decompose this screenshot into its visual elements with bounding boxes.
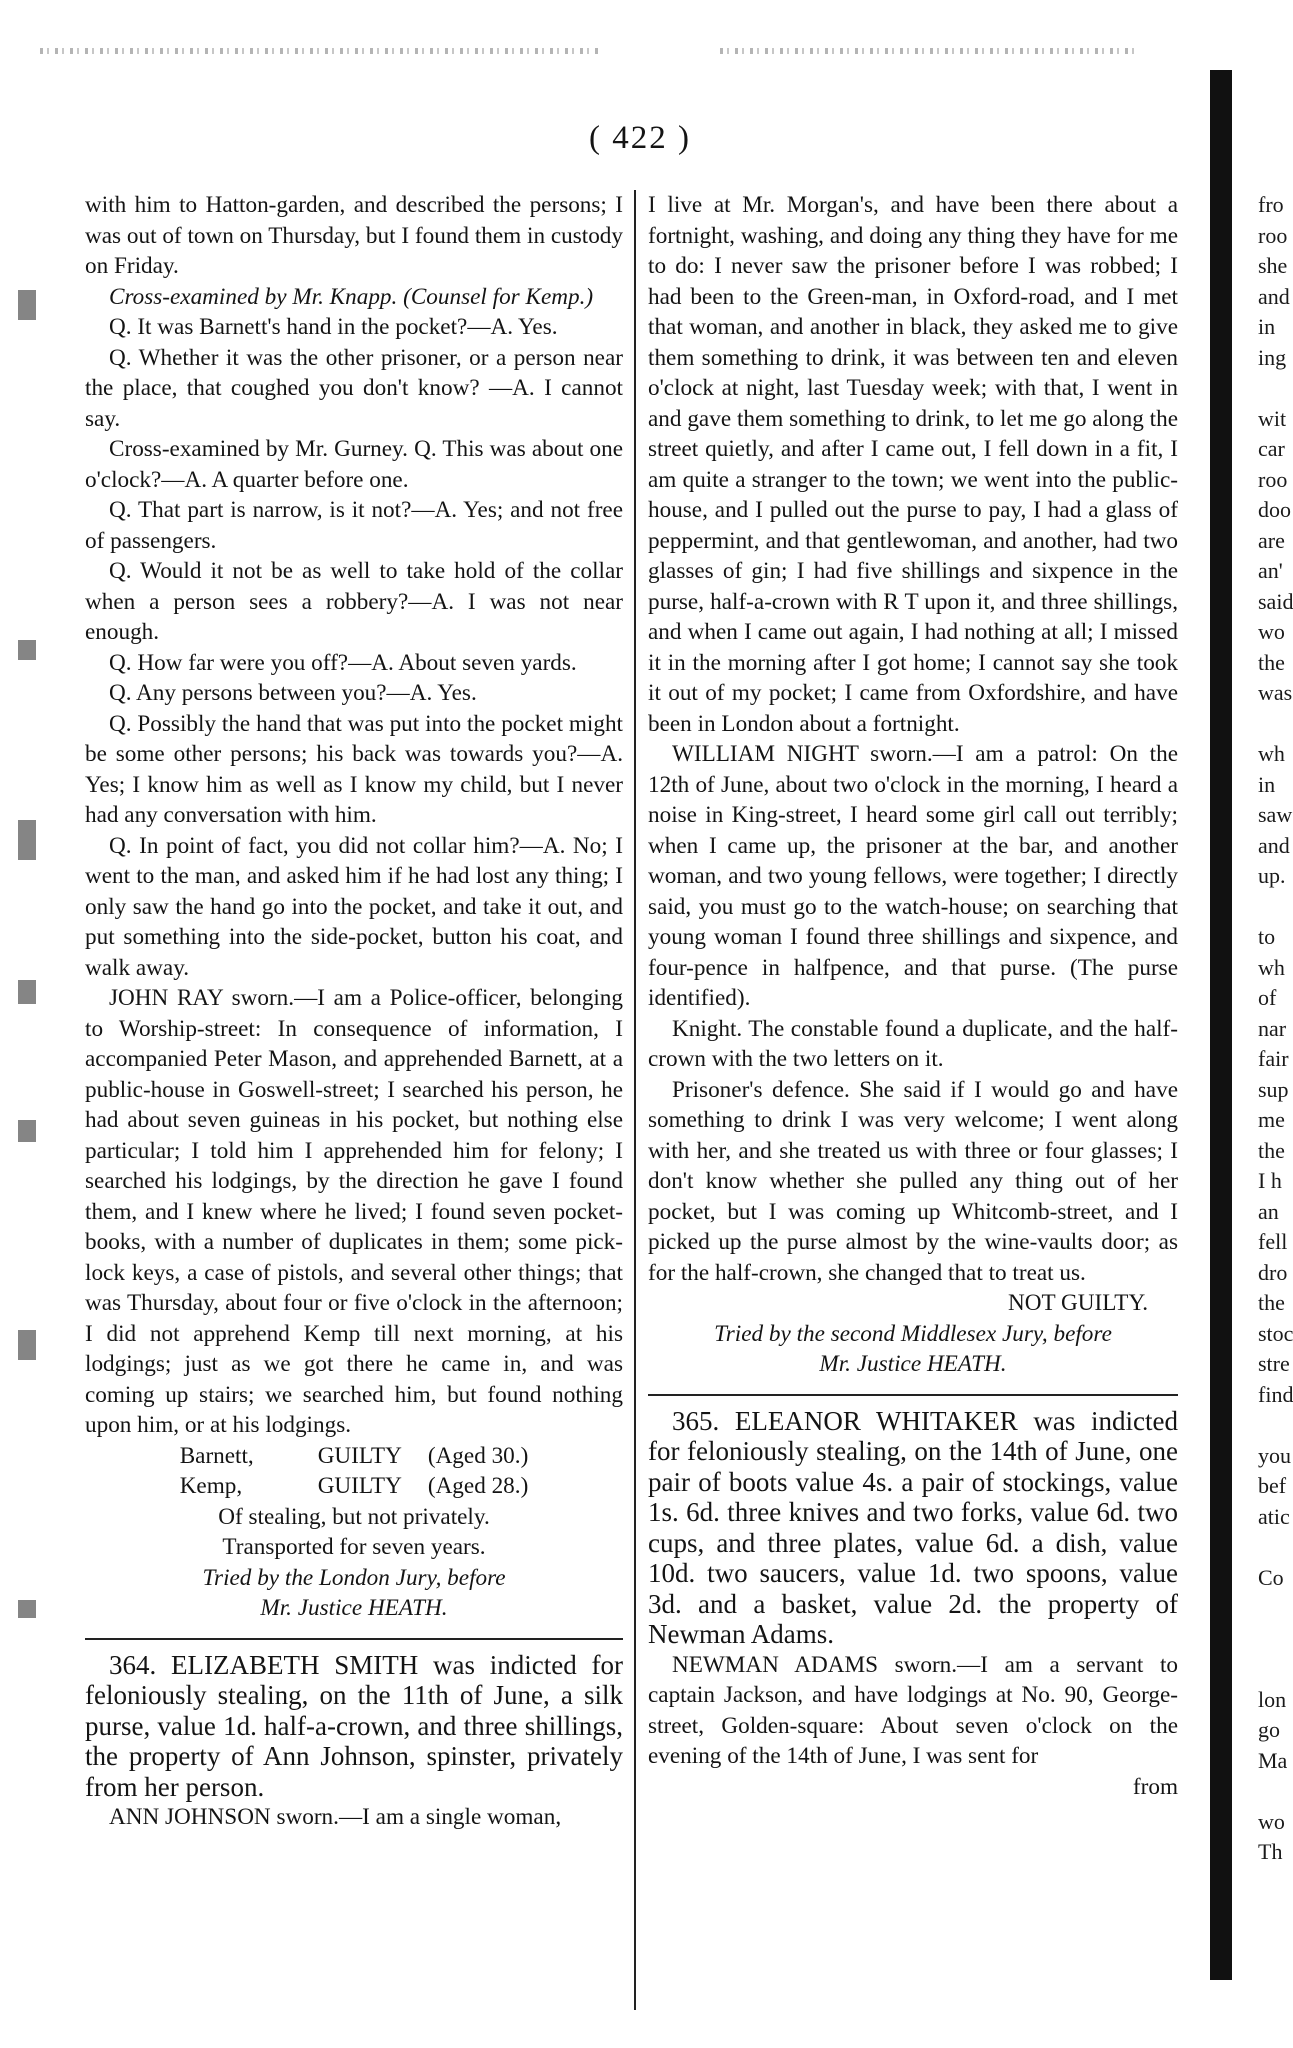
fragment-line: go	[1258, 1717, 1280, 1742]
fragment-line: you	[1258, 1442, 1291, 1468]
fragment-line: fell	[1258, 1229, 1288, 1254]
paragraph: with him to Hatton-garden, and described the persons; I was out of town on Thursday, but I found them in custody on Friday.	[85, 192, 623, 279]
fragment-line: wo	[1258, 619, 1285, 644]
paragraph: Knight. The constable found a duplicate, and the half-crown with the two letters on it.	[648, 1015, 1178, 1072]
fragment-line	[1258, 1776, 1293, 1807]
fragment-line: wh	[1258, 954, 1285, 980]
sentence-line: Of stealing, but not privately.	[218, 1503, 490, 1530]
paragraph: Q. Possibly the hand that was put into the pocket might be some other persons; his back was towards you?—A. Yes; I know him as well as I know my child, but I never had any conversation with him.	[85, 710, 623, 828]
jury-line: Tried by the second Middlesex Jury, before	[714, 1320, 1112, 1347]
section-rule	[85, 1638, 623, 1640]
page-number: ( 422 )	[589, 120, 691, 156]
fragment-line: me	[1258, 1107, 1285, 1132]
fragment-line	[1258, 709, 1293, 740]
scan-noise-top-right	[720, 48, 1140, 54]
paragraph: WILLIAM NIGHT sworn.—I am a patrol: On the 12th of June, about two o'clock in the morning, I heard a noise in King-street, I heard some girl call out terribly; when I came up, the prisoner at the bar, and another woman, and two young fellows, were together; I directly said, you must go to the watch-house; on searching that young woman I found three shillings and sixpence, and four-pence in halfpence, and that purse. (The purse identified).	[648, 741, 1178, 1011]
paragraph: Q. In point of fact, you did not collar him?—A. No; I went to the man, and asked him if he had lost any thing; I only saw the hand go into the pocket, and take it out, and put something into the side-pocket, button his coat, and walk away.	[85, 832, 623, 981]
fragment-line: said	[1258, 588, 1293, 614]
judge-line: Mr. Justice HEATH.	[260, 1595, 448, 1621]
paragraph: Cross-examined by Mr. Gurney. Q. This was about one o'clock?—A. A quarter before one.	[85, 436, 623, 493]
witness-paragraph: NEWMAN ADAMS sworn.—I am a servant to captain Jackson, and have lodgings at No. 90, George-street, Golden-square: About seven o'clock on the evening of the 14th of June, I was sent for	[648, 1651, 1178, 1769]
section-rule	[648, 1394, 1178, 1396]
fragment-line: was	[1258, 680, 1293, 705]
fragment-line: lon	[1258, 1686, 1287, 1712]
case-364-heading: 364. ELIZABETH SMITH was indicted for feloniously stealing, on the 11th of June, a silk purse, value 1d. half-a-crown, and three shillings, the property of Ann Johnson, spinster, privately from her person.	[85, 1649, 623, 1802]
defendant-name: Kemp,	[179, 1473, 243, 1499]
fragment-line: wo	[1258, 1808, 1285, 1834]
fragment-line	[1258, 1654, 1293, 1685]
fragment-line: atic	[1258, 1503, 1290, 1529]
fragment-line: the	[1258, 649, 1285, 675]
fragment-line: fair	[1258, 1046, 1289, 1071]
fragment-line: to	[1258, 924, 1276, 949]
judge-line: Mr. Justice HEATH.	[819, 1351, 1007, 1377]
fragment-line	[1258, 373, 1293, 404]
fragment-line: in	[1258, 314, 1276, 339]
fragment-line: sup	[1258, 1076, 1289, 1102]
fragment-line: are	[1258, 527, 1285, 553]
scan-noise-top	[40, 48, 600, 54]
middle-column	[648, 190, 1178, 1802]
paragraph: JOHN RAY sworn.—I am a Police-officer, belonging to Worship-street: In consequence of information, I accompanied Peter Mason, and apprehended Barnett, at a public-house in Goswell-street; I searched his person, he had about seven guineas in his pocket, but nothing else particular; I told him I apprehended him for felony; I searched his lodgings, by the direction he gave I found them, and I knew where he lived; I found seven pocket-books, with a number of duplicates in them; some pick-lock keys, a case of pistols, and several other things; that was Thursday, about four or five o'clock in the afternoon; I did not apprehend Kemp till next morning, at his lodgings; just as we got there he came in, and was coming up stairs; we searched him, but found nothing upon him, or at his lodgings.	[85, 985, 623, 1438]
fragment-line: I h	[1258, 1168, 1282, 1193]
verdict-line	[85, 1441, 623, 1472]
fragment-line: and	[1258, 832, 1290, 858]
fragment-line: stoc	[1258, 1320, 1293, 1346]
paragraph: Q. Would it not be as well to take hold of the collar when a person sees a robbery?—A. I was not near enough.	[85, 558, 623, 645]
fragment-line: saw	[1258, 802, 1293, 827]
jury-line: Tried by the London Jury, before	[202, 1564, 506, 1591]
fragment-line: roo	[1258, 466, 1288, 492]
verdict-line	[85, 1471, 623, 1502]
fragment-line: doo	[1258, 497, 1291, 522]
case-365-heading: 365. ELEANOR WHITAKER was indicted for feloniously stealing, on the 14th of June, one pair of boots value 4s. a pair of stockings, value 1s. 6d. three knives and two forks, value 6d. two cups, and three plates, value 6d. a dish, value 10d. two saucers, value 1d. two spoons, value 3d. and a basket, value 2d. the property of Newman Adams.	[648, 1405, 1178, 1649]
cross-examination-heading: Cross-examined by Mr. Knapp. (Counsel for Kemp.)	[109, 283, 594, 310]
fragment-line: roo	[1258, 222, 1288, 248]
fragment-line: wit	[1258, 405, 1287, 431]
binding-margin	[8, 260, 48, 1960]
paragraph: Q. Any persons between you?—A. Yes.	[109, 680, 477, 706]
page-gutter-shadow	[1210, 70, 1232, 1980]
paragraph: Q. Whether it was the other prisoner, or a person near the place, that coughed you don't know? —A. I cannot say.	[85, 344, 623, 432]
verdict: GUILTY	[317, 1442, 402, 1469]
fragment-line: ing	[1258, 344, 1287, 370]
defendant-name: Barnett,	[179, 1442, 254, 1469]
paragraph: Q. It was Barnett's hand in the pocket?—A. Yes.	[109, 314, 558, 340]
fragment-line	[1258, 1410, 1293, 1441]
fragment-line: of	[1258, 985, 1277, 1010]
paragraph: Prisoner's defence. She said if I would go and have something to drink I was very welcome; I went along with her, and she treated us with three or four glasses; I don't know whether she pulled any thing out of her pocket, but I was coming up Whitcomb-street, and I picked up the purse almost by the wine-vaults door; as for the half-crown, she changed that to treat us.	[648, 1076, 1178, 1286]
left-column	[85, 190, 623, 1833]
paragraph: I live at Mr. Morgan's, and have been there about a fortnight, washing, and doing any thing they have for me to do: I never saw the prisoner before I was robbed; I had been to the Green-man, in Oxford-road, and I met that woman, and another in black, they asked me to give them something to drink, it was between ten and eleven o'clock at night, last Tuesday week; with that, I went in and gave them something to drink, to let me go along the street quietly, and after I came out, I fell down in a fit, I am quite a stranger to the town; we went into the public-house, and I pulled out the purse to pay, I had a glass of peppermint, and that gentlewoman, and another, had two glasses of gin; I had five shillings and sixpence in the purse, half-a-crown with R T upon it, and three shillings, and when I came out again, I had nothing at all; I missed it in the morning after I got home; I cannot say she took it out of my pocket; I came from Oxfordshire, and have been in London about a fortnight.	[648, 192, 1178, 737]
fragment-line: Ma	[1258, 1747, 1288, 1773]
fragment-line	[1258, 1532, 1293, 1563]
fragment-line: nar	[1258, 1015, 1287, 1041]
fragment-line	[1258, 1593, 1293, 1624]
fragment-line: wh	[1258, 741, 1285, 766]
catchword: from	[1132, 1773, 1178, 1800]
fragment-line: the	[1258, 1137, 1285, 1163]
verdict: GUILTY	[317, 1473, 402, 1499]
age: (Aged 28.)	[427, 1473, 529, 1499]
fragment-line: bef	[1258, 1473, 1287, 1498]
fragment-line: up.	[1258, 863, 1286, 888]
fragment-line	[1258, 1624, 1293, 1655]
fragment-line: and	[1258, 283, 1290, 309]
fragment-line: an'	[1258, 558, 1283, 583]
fragment-line: stre	[1258, 1351, 1290, 1376]
paragraph: Q. How far were you off?—A. About seven yards.	[109, 649, 577, 676]
sentence-line: Transported for seven years.	[222, 1534, 486, 1560]
fragment-line: in	[1258, 771, 1276, 797]
fragment-line: dro	[1258, 1259, 1288, 1285]
fragment-line: the	[1258, 1290, 1285, 1315]
paragraph: Q. That part is narrow, is it not?—A. Yes; and not free of passengers.	[85, 497, 623, 554]
age: (Aged 30.)	[427, 1442, 529, 1469]
fragment-line: she	[1258, 253, 1288, 278]
column-divider	[634, 190, 636, 2010]
witness-paragraph: ANN JOHNSON sworn.—I am a single woman,	[109, 1804, 562, 1830]
fragment-line: car	[1258, 436, 1285, 461]
fragment-line: fro	[1258, 192, 1284, 217]
fragment-line: find	[1258, 1381, 1293, 1407]
next-page-fragment	[1258, 190, 1293, 1868]
fragment-line	[1258, 892, 1293, 923]
fragment-line: Th	[1258, 1839, 1283, 1864]
fragment-line: Co	[1258, 1564, 1284, 1590]
verdict: NOT GUILTY.	[1008, 1290, 1148, 1316]
fragment-line: an	[1258, 1198, 1279, 1224]
